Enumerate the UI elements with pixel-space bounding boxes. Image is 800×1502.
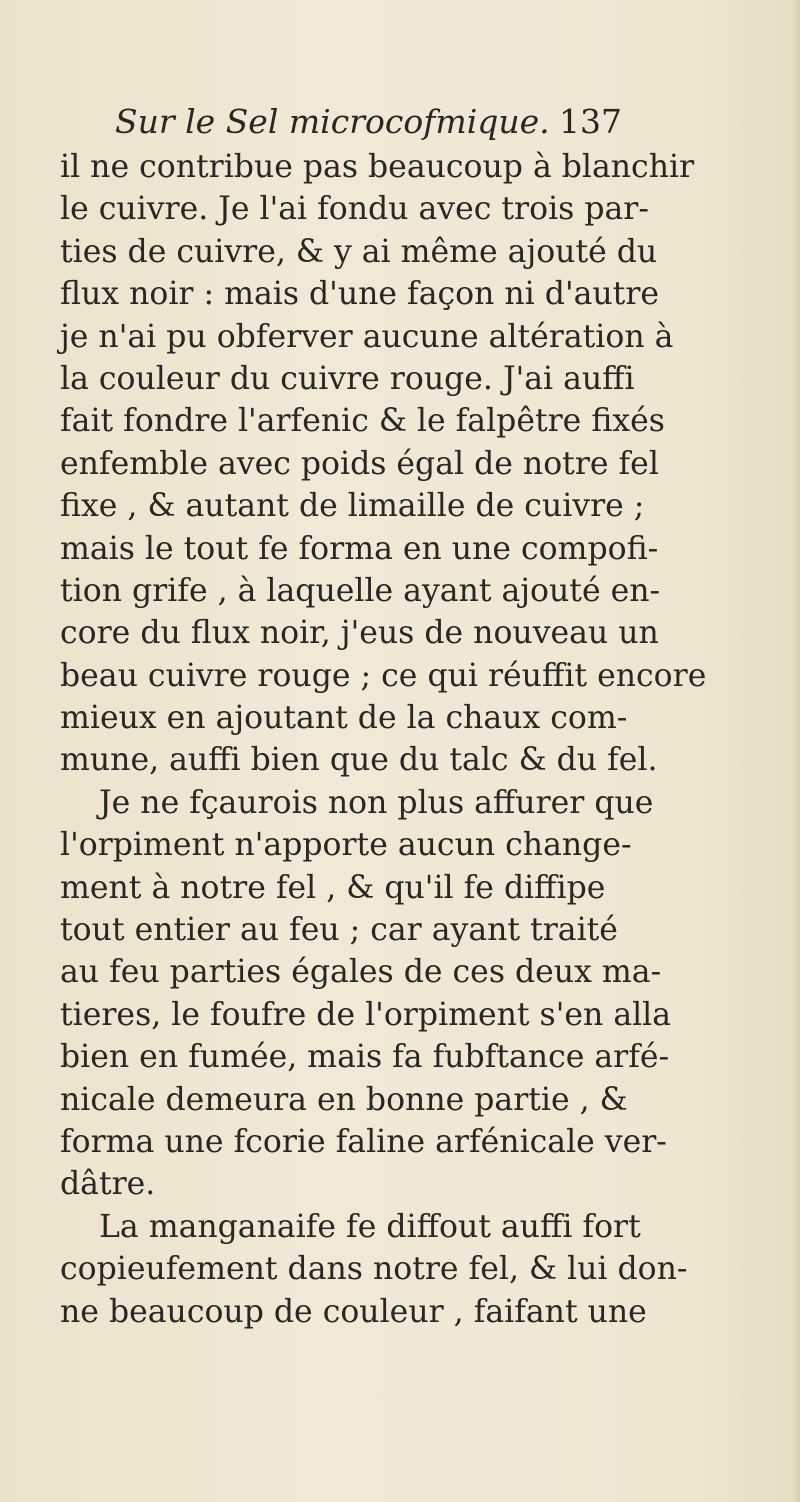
running-title: Sur le Sel microcofmique. xyxy=(115,102,550,141)
text-line: forma une fcorie faline arfénicale ver- xyxy=(60,1123,667,1160)
text-line: tion grife , à laquelle ayant ajouté en- xyxy=(60,572,661,609)
body-text xyxy=(60,146,800,1333)
text-line: ment à notre fel , & qu'il fe diffipe xyxy=(60,869,606,906)
text-line: nicale demeura en bonne partie , & xyxy=(60,1081,628,1118)
text-line: mieux en ajoutant de la chaux com- xyxy=(60,700,628,737)
text-line: l'orpiment n'apporte aucun change- xyxy=(60,827,632,864)
text-line: bien en fumée, mais fa fubftance arfé- xyxy=(60,1039,670,1076)
text-line: core du flux noir, j'eus de nouveau un xyxy=(60,615,659,652)
text-line: dâtre. xyxy=(60,1166,156,1203)
text-line: flux noir : mais d'une façon ni d'autre xyxy=(60,276,660,313)
text-line: ne beaucoup de couleur , faifant une xyxy=(60,1293,647,1330)
paragraph-start-line: La manganaife fe diffout auffi fort xyxy=(99,1208,641,1245)
text-line: le cuivre. Je l'ai fondu avec trois par- xyxy=(60,191,649,228)
text-line: la couleur du cuivre rouge. J'ai auffi xyxy=(60,360,635,397)
text-line: fixe , & autant de limaille de cuivre ; xyxy=(60,488,645,525)
text-line: fait fondre l'arfenic & le falpêtre fixés xyxy=(60,403,665,440)
text-line: beau cuivre rouge ; ce qui réuffit encore xyxy=(60,657,707,694)
text-line: ties de cuivre, & y ai même ajouté du xyxy=(60,233,658,270)
text-line: au feu parties égales de ces deux ma- xyxy=(60,954,662,991)
text-line: il ne contribue pas beaucoup à blanchir xyxy=(60,149,695,185)
text-line: tout entier au feu ; car ayant traité xyxy=(60,912,618,949)
paragraph-start-line: Je ne fçaurois non plus affurer que xyxy=(99,784,654,821)
text-line: mune, auffi bien que du talc & du fel. xyxy=(60,742,658,779)
text-line: je n'ai pu obferver aucune altération à xyxy=(60,318,674,355)
page-header xyxy=(115,98,715,146)
text-line: copieufement dans notre fel, & lui don- xyxy=(60,1251,688,1288)
text-line: enfemble avec poids égal de notre fel xyxy=(60,445,659,482)
text-line: tieres, le foufre de l'orpiment s'en alla xyxy=(60,996,672,1033)
text-line: mais le tout fe forma en une compofi- xyxy=(60,530,659,567)
page-number: 137 xyxy=(559,102,622,141)
